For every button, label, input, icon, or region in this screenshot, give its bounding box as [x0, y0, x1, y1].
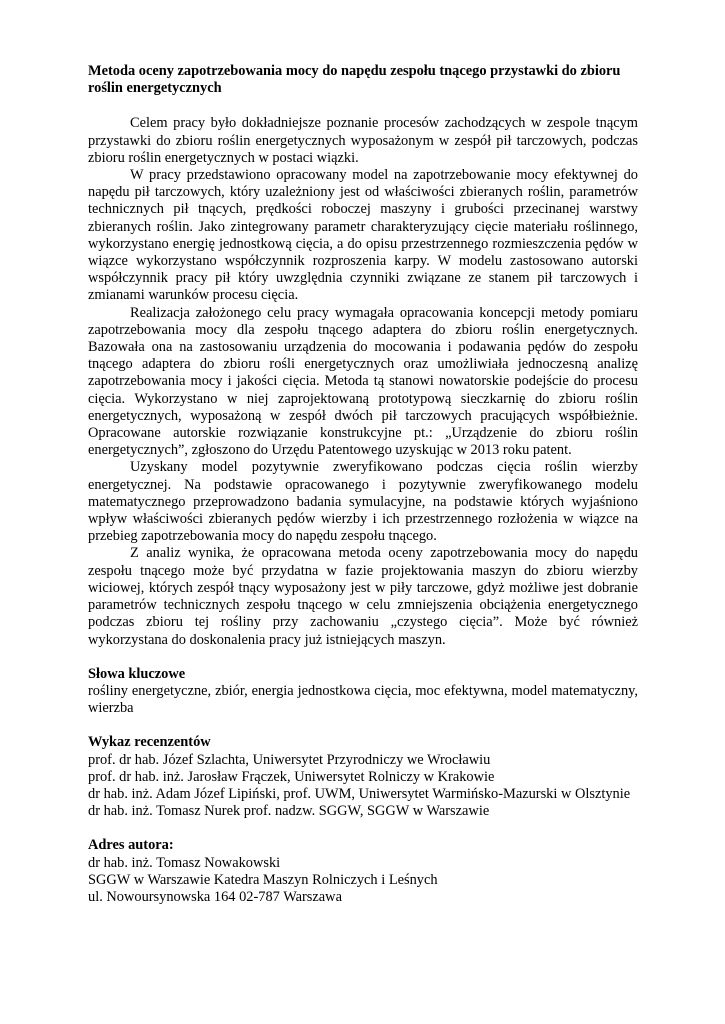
paragraph-2: W pracy przedstawiono opracowany model na zapotrzebowanie mocy efektywnej do napędu pił tarczowych, który uzależniony jest od właściwości zbieranych roślin, parametrów technicznych pił tnących, prędkości roboczej maszyny i grubości przecinanej warstwy zbieranych roślin. Jako zintegrowany parametr charakteryzujący cięcie materiału roślinnego, wykorzystano energię jednostkową cięcia, a do opisu przestrzennego rozmieszczenia pędów w wiązce wykorzystano współczynnik rozproszenia karpy. W modelu zastosowano autorski współczynnik pracy pił który uwzględnia czynniki związane ze stanem pił tarczowych i zmianami warunków procesu cięcia. — [88, 167, 638, 304]
reviewer-line: prof. dr hab. Józef Szlachta, Uniwersytet Przyrodniczy we Wrocławiu — [88, 751, 491, 768]
reviewer-line: dr hab. inż. Adam Józef Lipiński, prof. UWM, Uniwersytet Warmińsko-Mazurski w Olsztynie — [88, 785, 631, 802]
reviewers-section — [88, 734, 638, 820]
paragraph-4: Uzyskany model pozytywnie zweryfikowano podczas cięcia roślin wierzby energetycznej. Na podstawie opracowanego i pozytywnie zweryfikowanego modelu matematycznego przeprowadzono badania symulacyjne, na podstawie których wyjaśniono wpływ właściwości zbieranych pędów wierzby i ich przestrzennego rozłożenia w wiązce na przebieg zapotrzebowania mocy do napędu zespołu tnącego. — [88, 459, 638, 545]
document-title: Metoda oceny zapotrzebowania mocy do napędu zespołu tnącego przystawki do zbioru roślin energetycznych — [88, 63, 621, 97]
author-address-section — [88, 837, 638, 906]
keywords-text: rośliny energetyczne, zbiór, energia jednostkowa cięcia, moc efektywna, model matematyczny, wierzba — [88, 682, 638, 717]
paragraph-5: Z analiz wynika, że opracowana metoda oceny zapotrzebowania mocy do napędu zespołu tnącego może być przydatna w fazie projektowania maszyn do zbioru wierzby wiciowej, których zespół tnący wyposażony jest w piły tarczowe, gdyż możliwe jest dobranie parametrów technicznych zespołu tnącego w celu zmniejszenia obciążenia energetycznego podczas zbioru tej rośliny przy zachowaniu „czystego cięcia”. Może być również wykorzystana do doskonalenia pracy już istniejących maszyn. — [88, 545, 638, 648]
author-heading: Adres autora: — [88, 837, 174, 854]
document-page — [88, 63, 638, 906]
author-line: ul. Nowoursynowska 164 02-787 Warszawa — [88, 888, 342, 905]
paragraph-3: Realizacja założonego celu pracy wymagała opracowania koncepcji metody pomiaru zapotrzebowania mocy dla zespołu tnącego adaptera do zbioru roślin energetycznych. Bazowała ona na zastosowaniu urządzenia do mocowania i podawania pędów do zespołu tnącego adaptera do zbioru rośli energetycznych oraz umożliwiała jednoczesną analizę zapotrzebowania mocy i jakości cięcia. Metoda tą stanowi nowatorskie podejście do procesu cięcia. Wykorzystano w niej zaprojektowaną prototypową sieczkarnię do zbioru roślin energetycznych, wyposażoną w zespół dwóch pił tarczowych pracujących współbieżnie. Opracowane autorskie rozwiązanie konstrukcyjne pt.: „Urządzenie do zbioru roślin energetycznych”, zgłoszono do Urzędu Patentowego uzyskując w 2013 roku patent. — [88, 304, 638, 459]
author-line: dr hab. inż. Tomasz Nowakowski — [88, 854, 281, 871]
reviewer-line: prof. dr hab. inż. Jarosław Frączek, Uniwersytet Rolniczy w Krakowie — [88, 768, 495, 785]
reviewers-heading: Wykaz recenzentów — [88, 734, 211, 751]
reviewer-line: dr hab. inż. Tomasz Nurek prof. nadzw. SGGW, SGGW w Warszawie — [88, 803, 490, 820]
author-line: SGGW w Warszawie Katedra Maszyn Rolniczych i Leśnych — [88, 871, 438, 888]
abstract-body — [88, 115, 638, 648]
keywords-heading: Słowa kluczowe — [88, 665, 186, 682]
paragraph-1: Celem pracy było dokładniejsze poznanie procesów zachodzących w zespole tnącym przystawki do zbioru roślin energetycznych wyposażonym w zespół pił tarczowych, podczas zbioru roślin energetycznych w postaci wiązki. — [88, 115, 638, 166]
keywords-section — [88, 666, 638, 718]
